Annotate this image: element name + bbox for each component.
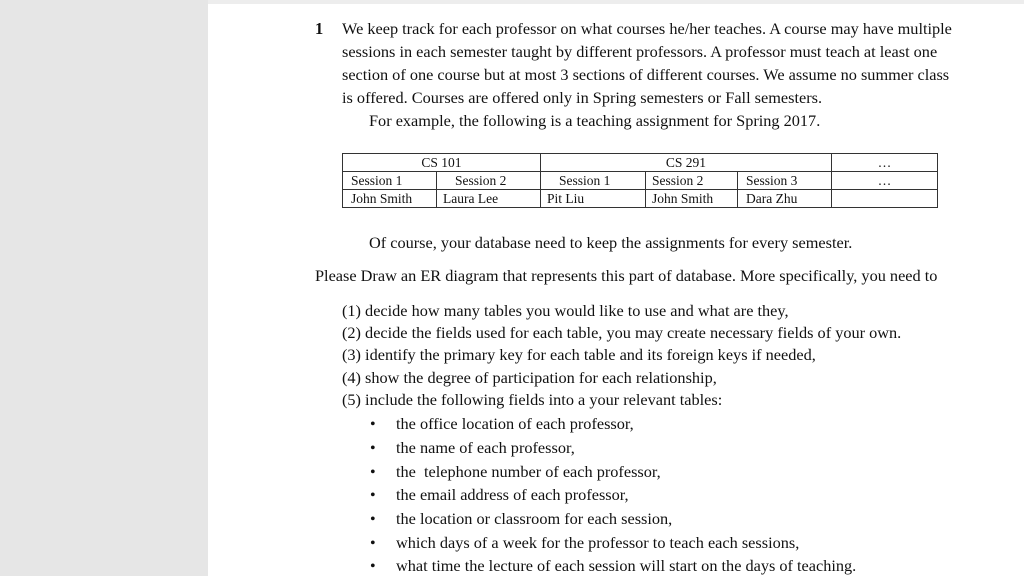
bullet-icon: •: [370, 440, 376, 457]
course-header-more: …: [832, 154, 938, 172]
professor-cell: Laura Lee: [437, 190, 541, 208]
bullet-icon: •: [370, 558, 376, 575]
field-text: the name of each professor,: [396, 438, 575, 457]
professor-cell: Dara Zhu: [738, 190, 832, 208]
bullet-icon: •: [370, 416, 376, 433]
session-cell-more: …: [832, 172, 938, 190]
professor-cell: John Smith: [646, 190, 738, 208]
example-intro: For example, the following is a teaching assignment for Spring 2017.: [369, 111, 821, 130]
page-top-edge: [208, 0, 1024, 4]
field-list-item: [370, 483, 629, 507]
table-row-professors: [343, 190, 938, 208]
bullet-icon: •: [370, 487, 376, 504]
professor-cell: Pit Liu: [541, 190, 646, 208]
field-text: what time the lecture of each session will start on the days of teaching.: [396, 556, 857, 575]
field-text: the email address of each professor,: [396, 485, 629, 504]
left-gutter: [0, 0, 208, 576]
question-number: 1: [315, 19, 324, 38]
session-cell: Session 1: [541, 172, 646, 190]
field-list-item: [370, 436, 575, 460]
field-text: the location or classroom for each session,: [396, 509, 673, 528]
question-paragraph: [342, 17, 1024, 109]
paragraph-line: sessions in each semester taught by different professors. A professor must teach at least one: [342, 42, 938, 61]
requirement-item: (5) include the following fields into a your relevant tables:: [342, 390, 723, 409]
after-table-text: Of course, your database need to keep the assignments for every semester.: [369, 233, 853, 252]
field-list-item: [370, 460, 661, 484]
requirement-item: (2) decide the fields used for each table, you may create necessary fields of your own.: [342, 323, 902, 342]
paragraph-line: section of one course but at most 3 sections of different courses. We assume no summer class: [342, 65, 950, 84]
instruction-text: Please Draw an ER diagram that represents this part of database. More specifically, you need to: [315, 266, 938, 285]
field-list-item: [370, 531, 799, 555]
course-header-cs101: CS 101: [343, 154, 541, 172]
requirement-item: (3) identify the primary key for each table and its foreign keys if needed,: [342, 345, 816, 364]
paragraph-line: is offered. Courses are offered only in Spring semesters or Fall semesters.: [342, 88, 823, 107]
session-cell: Session 1: [343, 172, 437, 190]
field-list-item: [370, 412, 634, 436]
session-cell: Session 2: [437, 172, 541, 190]
bullet-icon: •: [370, 511, 376, 528]
requirement-item: (1) decide how many tables you would like to use and what are they,: [342, 301, 789, 320]
table-row-courses: [343, 154, 938, 172]
teaching-assignment-table: [342, 153, 938, 208]
session-cell: Session 3: [738, 172, 832, 190]
field-text: the office location of each professor,: [396, 414, 634, 433]
course-header-cs291: CS 291: [541, 154, 832, 172]
table-row-sessions: [343, 172, 938, 190]
bullet-icon: •: [370, 535, 376, 552]
paragraph-line: We keep track for each professor on what courses he/her teaches. A course may have multiple: [342, 19, 952, 38]
document-page: [208, 0, 1024, 576]
field-text: the telephone number of each professor,: [396, 462, 661, 481]
professor-cell: John Smith: [343, 190, 437, 208]
field-text: which days of a week for the professor to teach each sessions,: [396, 533, 800, 552]
session-cell: Session 2: [646, 172, 738, 190]
bullet-icon: •: [370, 464, 376, 481]
field-list-item: [370, 554, 856, 576]
professor-cell-empty: [832, 190, 938, 208]
field-list-item: [370, 507, 672, 531]
requirement-item: (4) show the degree of participation for each relationship,: [342, 368, 717, 387]
